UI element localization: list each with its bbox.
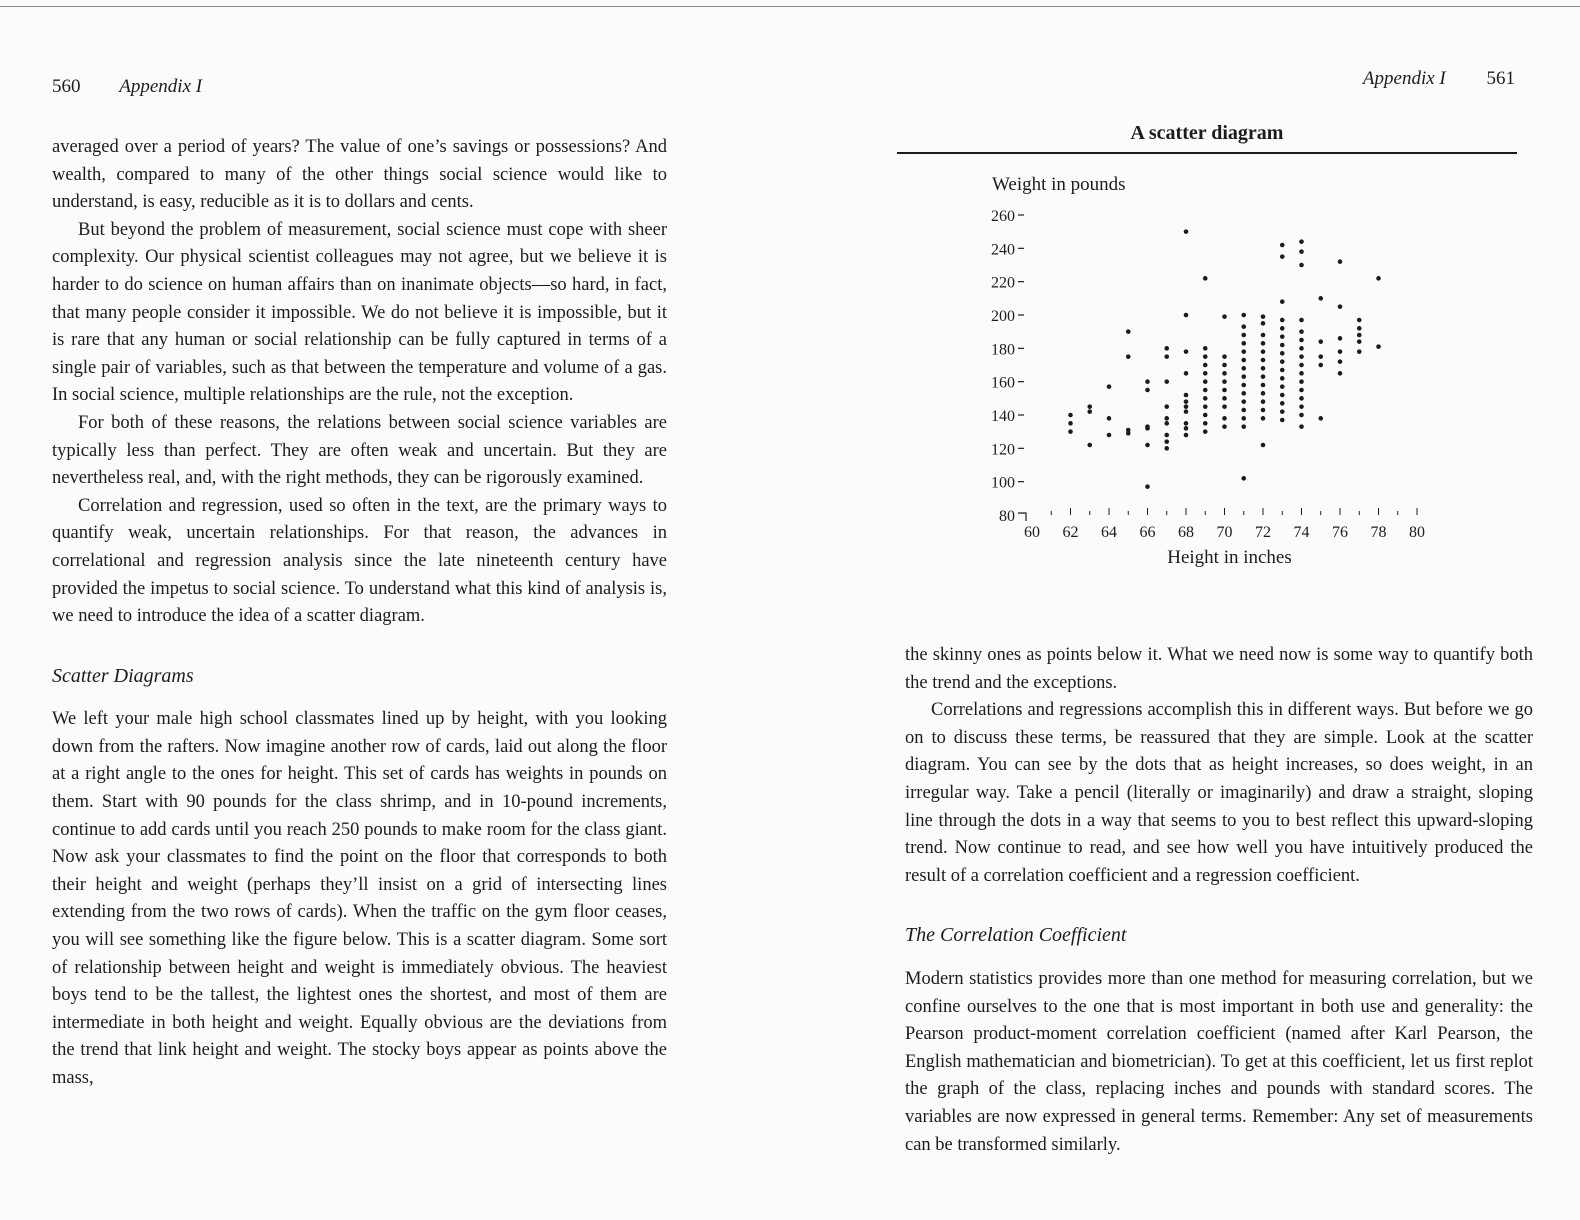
data-point (1184, 399, 1189, 404)
data-point (1280, 334, 1285, 339)
y-tick-label: 140 (991, 408, 1015, 425)
x-tick-label: 74 (1293, 524, 1310, 541)
data-point (1280, 393, 1285, 398)
section-heading: Scatter Diagrams (52, 664, 194, 687)
data-point (1261, 399, 1266, 404)
paragraph: the skinny ones as points below it. What we need now is some way to quantify both the trend and the exceptions. (905, 645, 1533, 693)
data-point (1145, 379, 1150, 384)
data-point (1107, 416, 1112, 421)
x-tick-label: 80 (1409, 524, 1425, 541)
y-tick-label: 100 (991, 474, 1015, 492)
y-tick-label: 220 (991, 274, 1015, 292)
data-point (1241, 358, 1246, 363)
data-point (1203, 396, 1208, 401)
data-point (1280, 384, 1285, 389)
data-point (1164, 354, 1169, 359)
data-point (1164, 346, 1169, 351)
data-point (1222, 416, 1227, 421)
data-point (1241, 333, 1246, 338)
data-point (1318, 416, 1323, 421)
paragraph: For both of these reasons, the relations between social science variables are typically less than perfect. They are often weak and uncertain. But they are nevertheless real, and, with the right methods, they can be rigorously examined. (52, 412, 667, 489)
data-point (1164, 433, 1169, 438)
data-point (1203, 363, 1208, 368)
data-point (1203, 379, 1208, 384)
figure-rule (897, 152, 1517, 154)
data-point (1299, 263, 1304, 268)
data-point (1222, 396, 1227, 401)
data-point (1184, 313, 1189, 318)
data-point (1338, 259, 1343, 264)
data-point (1126, 431, 1131, 436)
data-point (1126, 354, 1131, 359)
right-page-number: 561 (1486, 68, 1515, 89)
data-point (1318, 339, 1323, 344)
data-point (1299, 329, 1304, 334)
y-tick-label: 120 (991, 441, 1015, 459)
data-point (1126, 329, 1131, 334)
section-heading: The Correlation Coefficient (905, 924, 1127, 947)
data-point (1299, 346, 1304, 351)
data-point (1203, 429, 1208, 434)
data-point (1241, 341, 1246, 346)
data-point (1203, 276, 1208, 281)
data-point (1222, 371, 1227, 376)
data-point (1280, 318, 1285, 323)
data-point (1280, 326, 1285, 331)
data-point (1107, 384, 1112, 389)
data-point (1164, 439, 1169, 444)
data-point (1280, 401, 1285, 406)
data-point (1299, 354, 1304, 359)
data-point (1087, 404, 1092, 409)
y-tick-label: 180 (991, 341, 1015, 359)
data-point (1164, 416, 1169, 421)
data-point (1203, 346, 1208, 351)
data-point (1299, 249, 1304, 254)
data-point (1184, 433, 1189, 438)
data-point (1299, 404, 1304, 409)
scatter-plot (897, 170, 1527, 590)
scatter-figure (897, 120, 1527, 590)
data-point (1164, 404, 1169, 409)
data-point (1376, 276, 1381, 281)
data-point (1261, 358, 1266, 363)
data-point (1203, 421, 1208, 426)
data-point (1299, 424, 1304, 429)
data-point (1241, 424, 1246, 429)
data-point (1261, 321, 1266, 326)
data-point (1299, 239, 1304, 244)
data-point (1087, 409, 1092, 414)
data-point (1280, 368, 1285, 373)
data-point (1357, 318, 1362, 323)
data-point (1299, 363, 1304, 368)
x-tick-label: 64 (1101, 524, 1117, 541)
data-point (1222, 363, 1227, 368)
data-point (1068, 413, 1073, 418)
data-point (1222, 424, 1227, 429)
data-point (1299, 413, 1304, 418)
x-tick-label: 68 (1178, 524, 1194, 541)
data-point (1280, 359, 1285, 364)
data-point (1164, 379, 1169, 384)
data-point (1203, 354, 1208, 359)
data-point (1222, 388, 1227, 393)
data-point (1203, 371, 1208, 376)
x-tick-label: 66 (1139, 524, 1156, 541)
x-tick-label: 76 (1332, 524, 1348, 541)
data-point (1203, 413, 1208, 418)
y-tick-label: 160 (991, 374, 1015, 392)
data-point (1299, 371, 1304, 376)
x-axis-label: Height in inches (1167, 547, 1292, 568)
x-tick-label: 78 (1370, 524, 1387, 541)
data-point (1261, 374, 1266, 379)
data-point (1203, 388, 1208, 393)
data-point (1261, 341, 1266, 346)
paragraph: We left your male high school classmates lined up by height, with you looking down from the rafters. Now imagine another row of cards, laid out along the floor at a right angle to the ones for height. This set of cards has weights in pounds on them. Start with 90 pounds for the class shrimp, and in 10-pound increments, continue to add cards until you reach 250 pounds to make room for the class giant. Now ask your classmates to find the point on the floor that corresponds to both their height and weight (perhaps they’ll insist on a grid of intersecting lines extending from the two rows of cards). When the traffic on the gym floor ceases, you will see something like the figure below. This is a scatter diagram. Some sort of relationship between height and weight is immediately obvious. The heaviest boys tend to be the tallest, the lightest ones the shortest, and most of them are intermediate in both height and weight. Equally obvious are the deviations from the trend that link height and weight. The stocky boys appear as points above the mass, (52, 709, 667, 1088)
y-axis-label: Weight in pounds (992, 174, 1126, 195)
data-point (1280, 254, 1285, 259)
x-tick-label: 72 (1255, 524, 1271, 541)
data-point (1222, 404, 1227, 409)
data-point (1261, 314, 1266, 319)
data-point (1261, 366, 1266, 371)
data-point (1241, 374, 1246, 379)
paragraph: Modern statistics provides more than one method for measuring correlation, but we confine ourselves to the one that is most important in both use and generality: the Pearson product-moment correlation coefficient (named after Karl Pearson, the English mathematician and biometrician). To get at this coefficient, let us first replot the graph of the class, replacing inches and pounds with standard scores. The variables are now expressed in general terms. Remember: Any set of measurements can be transformed similarly. (905, 968, 1533, 1155)
data-point (1241, 391, 1246, 396)
data-point (1357, 326, 1362, 331)
data-point (1280, 418, 1285, 423)
data-point (1261, 391, 1266, 396)
data-point (1145, 443, 1150, 448)
data-point (1184, 404, 1189, 409)
data-point (1261, 349, 1266, 354)
data-point (1280, 343, 1285, 348)
y-tick-label: 240 (991, 241, 1015, 259)
data-point (1338, 304, 1343, 309)
y-tick-label: 200 (991, 308, 1015, 325)
data-point (1357, 333, 1362, 338)
data-point (1184, 421, 1189, 426)
data-point (1280, 376, 1285, 381)
data-point (1145, 484, 1150, 489)
data-point (1338, 349, 1343, 354)
data-point (1145, 424, 1150, 429)
data-point (1299, 388, 1304, 393)
data-point (1280, 243, 1285, 248)
data-point (1318, 296, 1323, 301)
data-point (1164, 421, 1169, 426)
data-point (1299, 338, 1304, 343)
data-point (1261, 443, 1266, 448)
data-point (1241, 399, 1246, 404)
data-point (1222, 314, 1227, 319)
data-point (1338, 359, 1343, 364)
y-tick-label: 260 (991, 208, 1015, 225)
right-running-title: Appendix I (1362, 68, 1446, 89)
right-running-head (1363, 68, 1515, 90)
data-point (1241, 383, 1246, 388)
data-point (1280, 409, 1285, 414)
top-rule (0, 6, 1580, 7)
data-point (1241, 476, 1246, 481)
data-point (1261, 408, 1266, 413)
data-point (1184, 349, 1189, 354)
data-point (1203, 404, 1208, 409)
data-point (1184, 426, 1189, 431)
data-point (1318, 354, 1323, 359)
data-point (1222, 354, 1227, 359)
right-body (905, 642, 1533, 1159)
paragraph: But beyond the problem of measurement, social science must cope with sheer complexity. Our physical scientist colleagues may not agree, but we believe it is harder to do science on human affairs than on inanimate objects—so hard, in fact, that many people consider it impossible. We do not believe it is impossible, but it is rare that any human or social relationship can be fully captured in terms of a single pair of variables, such as that between the temperature and volume of a gas. In social science, multiple relationships are the rule, not the exception. (52, 219, 667, 406)
paragraph: Correlations and regressions accomplish this in different ways. But before we go on to discuss these terms, be reassured that they are simple. Look at the scatter diagram. You can see by the dots that as height increases, so does weight, in an irregular way. Take a pencil (literally or imaginarily) and draw a straight, sloping line through the dots in a way that seems to you to best reflect this upward-sloping trend. Now continue to read, and see how well you have intuitively produced the result of a correlation coefficient and a regression coefficient. (905, 700, 1533, 886)
data-point (1241, 313, 1246, 318)
data-point (1184, 409, 1189, 414)
left-body (52, 134, 667, 1093)
data-point (1299, 396, 1304, 401)
left-running-head (52, 76, 202, 98)
data-point (1280, 351, 1285, 356)
data-point (1241, 366, 1246, 371)
data-point (1357, 349, 1362, 354)
data-point (1241, 349, 1246, 354)
data-point (1299, 318, 1304, 323)
data-point (1261, 333, 1266, 338)
data-point (1222, 379, 1227, 384)
data-point (1241, 408, 1246, 413)
data-point (1241, 324, 1246, 329)
data-point (1145, 388, 1150, 393)
y-tick-label: 80 (999, 508, 1015, 525)
x-tick-label: 60 (1024, 524, 1040, 541)
data-point (1318, 363, 1323, 368)
data-point (1376, 344, 1381, 349)
data-point (1299, 379, 1304, 384)
data-point (1338, 371, 1343, 376)
x-tick-label: 62 (1062, 524, 1079, 541)
left-page-number: 560 (52, 76, 81, 97)
paragraph: Correlation and regression, used so often in the text, are the primary ways to quantify weak, uncertain relationships. For that reason, the advances in correlational and regression analysis since the late nineteenth century have provided the impetus to social science. To understand what this kind of analysis is, we need to introduce the idea of a scatter diagram. (52, 495, 667, 627)
origin-mark (1018, 513, 1026, 521)
data-point (1261, 383, 1266, 388)
data-point (1241, 416, 1246, 421)
data-point (1068, 421, 1073, 426)
data-point (1184, 393, 1189, 398)
data-point (1184, 229, 1189, 234)
x-tick-label: 70 (1216, 524, 1233, 541)
paragraph: averaged over a period of years? The value of one’s savings or possessions? And wealth, compared to many of the other things social science would like to understand, is easy, reducible as it is to dollars and cents. (52, 137, 667, 213)
data-point (1184, 371, 1189, 376)
data-point (1107, 433, 1112, 438)
data-point (1261, 416, 1266, 421)
data-point (1357, 339, 1362, 344)
data-point (1164, 446, 1169, 451)
figure-title: A scatter diagram (1130, 122, 1284, 144)
data-point (1338, 336, 1343, 341)
left-running-title: Appendix I (119, 76, 203, 97)
data-point (1280, 299, 1285, 304)
data-point (1068, 429, 1073, 434)
data-point (1087, 443, 1092, 448)
